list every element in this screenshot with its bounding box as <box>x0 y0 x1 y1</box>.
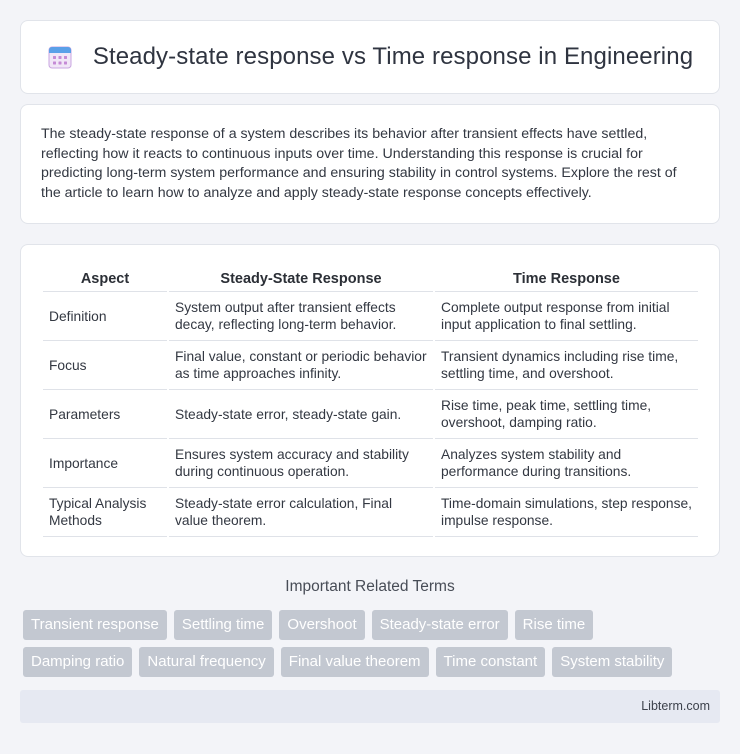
intro-text: The steady-state response of a system describes its behavior after transient effects have settled, reflecting how it reacts to continuous inputs over time. Understanding this response is crucial for predicting long-term system performance and ensuring stability in control systems. Explore the rest of the article to learn how to analyze and apply steady-state response concepts effectively. <box>41 126 677 201</box>
tag-transient-response[interactable]: Transient response <box>23 610 167 640</box>
steady-state-cell: Steady-state error calculation, Final value theorem. <box>169 488 433 537</box>
related-terms-title: Important Related Terms <box>285 578 455 595</box>
tag-system-stability[interactable]: System stability <box>552 647 672 677</box>
table-row <box>43 341 698 390</box>
steady-state-cell: Ensures system accuracy and stability during continuous operation. <box>169 439 433 488</box>
time-response-cell: Time-domain simulations, step response, impulse response. <box>435 488 698 537</box>
tag-overshoot[interactable]: Overshoot <box>279 610 364 640</box>
comparison-card <box>20 244 720 557</box>
steady-state-cell: System output after transient effects decay, reflecting long-term behavior. <box>169 292 433 341</box>
column-header-time-response: Time Response <box>435 265 698 292</box>
tag-time-constant[interactable]: Time constant <box>436 647 546 677</box>
row-label: Parameters <box>43 390 167 439</box>
column-header-aspect: Aspect <box>43 265 167 292</box>
row-label: Focus <box>43 341 167 390</box>
time-response-cell: Rise time, peak time, settling time, overshoot, damping ratio. <box>435 390 698 439</box>
table-header-row <box>43 265 698 292</box>
time-response-cell: Transient dynamics including rise time, settling time, and overshoot. <box>435 341 698 390</box>
footer-site-link[interactable]: Libterm.com <box>641 699 710 713</box>
tag-natural-frequency[interactable]: Natural frequency <box>139 647 273 677</box>
page-title: Steady-state response vs Time response in Engineering <box>92 43 694 70</box>
row-label: Definition <box>43 292 167 341</box>
tag-row <box>23 647 723 677</box>
column-header-steady-state: Steady-State Response <box>169 265 433 292</box>
steady-state-cell: Final value, constant or periodic behavior as time approaches infinity. <box>169 341 433 390</box>
tag-rise-time[interactable]: Rise time <box>515 610 594 640</box>
tag-row <box>23 610 723 640</box>
header-card <box>20 20 720 94</box>
footer <box>20 690 720 723</box>
steady-state-cell: Steady-state error, steady-state gain. <box>169 390 433 439</box>
table-row <box>43 439 698 488</box>
tag-steady-state-error[interactable]: Steady-state error <box>372 610 508 640</box>
tag-settling-time[interactable]: Settling time <box>174 610 273 640</box>
table-row <box>43 390 698 439</box>
tag-damping-ratio[interactable]: Damping ratio <box>23 647 132 677</box>
calendar-icon <box>47 44 73 70</box>
time-response-cell: Analyzes system stability and performance during transitions. <box>435 439 698 488</box>
related-terms <box>23 610 723 684</box>
row-label: Typical Analysis Methods <box>43 488 167 537</box>
row-label: Importance <box>43 439 167 488</box>
comparison-table <box>41 265 700 537</box>
intro-card <box>20 104 720 224</box>
table-row <box>43 292 698 341</box>
table-row <box>43 488 698 537</box>
time-response-cell: Complete output response from initial input application to final settling. <box>435 292 698 341</box>
tag-final-value-theorem[interactable]: Final value theorem <box>281 647 429 677</box>
header <box>47 43 693 71</box>
